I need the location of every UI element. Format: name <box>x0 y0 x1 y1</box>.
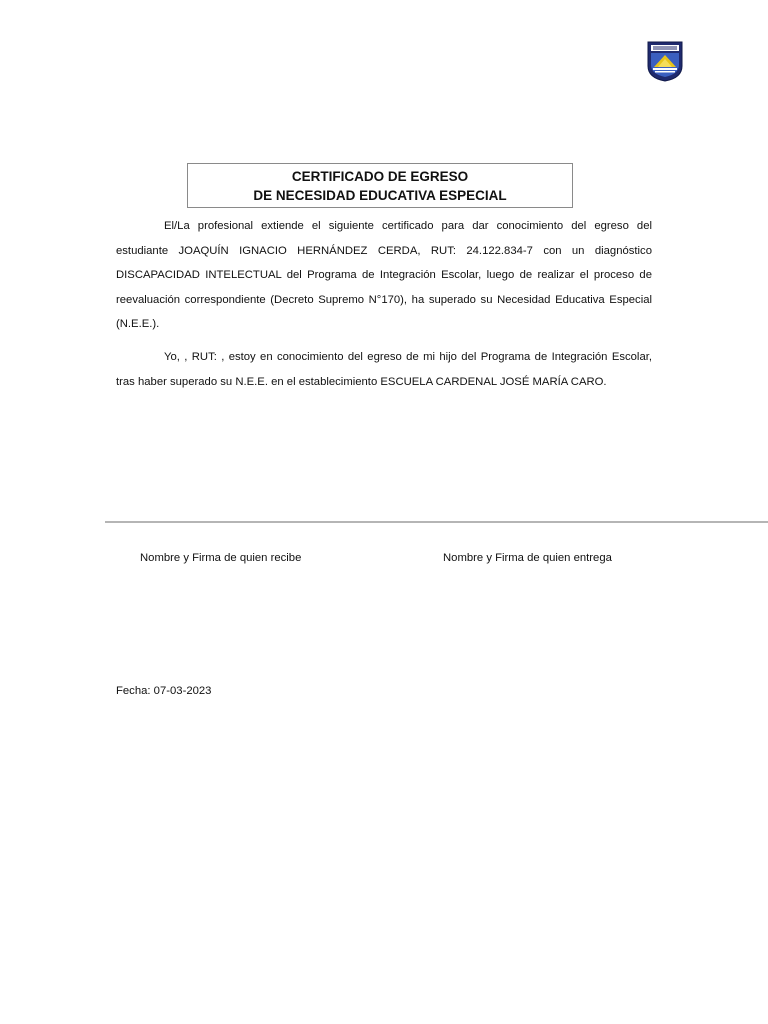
receiver-signature-label: Nombre y Firma de quien recibe <box>140 552 302 564</box>
signature-line-receiver <box>105 521 415 523</box>
certificate-paragraph-1: El/La profesional extiende el siguiente certificado para dar conocimiento del egreso del estudiante JOAQUÍN IGNACIO HERNÁNDEZ CERDA, RUT: 24.122.834-7 con un diagnóstico DISCAPACIDAD INTELECTUAL del Programa de Integración Escolar, luego de realizar el proceso de reevaluación correspondiente (Decreto Supremo N°170), ha superado su Necesidad Educativa Especial (N.E.E.). <box>116 220 652 331</box>
certificate-paragraph-2: Yo, , RUT: , estoy en conocimiento del egreso de mi hijo del Programa de Integración Escolar, tras haber superado su N.E.E. en el establecimiento ESCUELA CARDENAL JOSÉ MARÍA CARO. <box>116 351 652 388</box>
school-crest-icon <box>646 40 684 82</box>
certificate-title <box>187 163 573 208</box>
signature-line-deliverer <box>413 521 768 523</box>
title-line-1: CERTIFICADO DE EGRESO <box>291 169 469 184</box>
date-field: Fecha: 07-03-2023 <box>116 685 212 697</box>
title-line-2: DE NECESIDAD EDUCATIVA ESPECIAL <box>253 188 507 203</box>
deliverer-signature-label: Nombre y Firma de quien entrega <box>443 552 612 564</box>
